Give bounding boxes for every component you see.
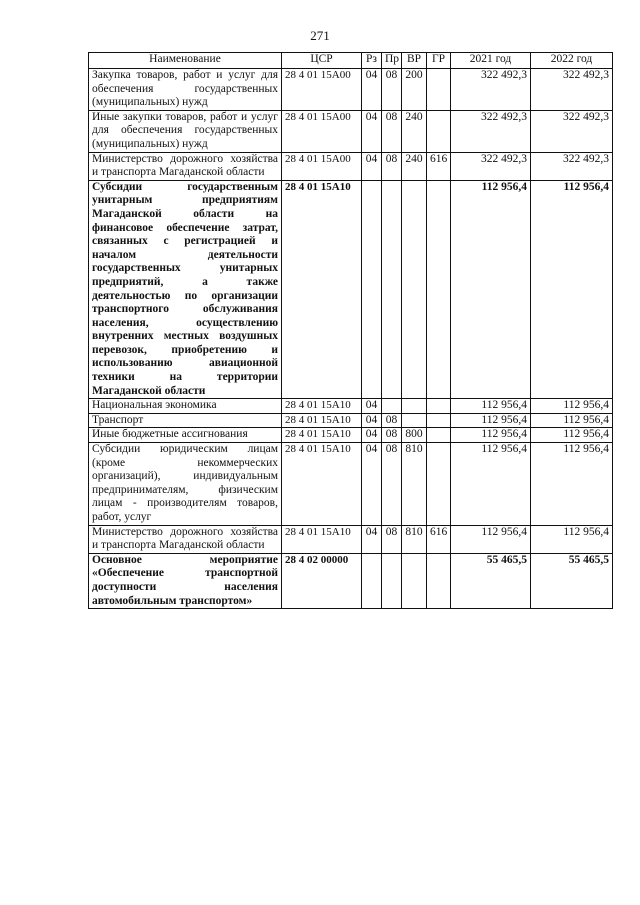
cell-rz: 04 [362,525,382,553]
cell-gr [427,399,451,414]
cell-pr: 08 [382,152,402,180]
cell-2022: 112 956,4 [531,428,613,443]
cell-2021: 112 956,4 [451,525,531,553]
cell-gr [427,110,451,152]
cell-csr: 28 4 01 15А10 [282,525,362,553]
table-row [89,69,613,111]
cell-csr: 28 4 01 15А10 [282,180,362,399]
cell-rz: 04 [362,110,382,152]
cell-pr: 08 [382,428,402,443]
cell-vr [402,553,427,608]
cell-2022: 112 956,4 [531,525,613,553]
cell-csr: 28 4 01 15А00 [282,152,362,180]
cell-csr: 28 4 01 15А10 [282,428,362,443]
cell-rz: 04 [362,399,382,414]
cell-name: Иные закупки товаров, работ и услуг для обеспечения государственных (муниципальных) нужд [89,110,282,152]
cell-csr: 28 4 01 15А00 [282,69,362,111]
cell-vr: 240 [402,152,427,180]
cell-gr [427,553,451,608]
cell-rz: 04 [362,443,382,526]
cell-2022: 55 465,5 [531,553,613,608]
table-header-row [89,53,613,69]
cell-gr: 616 [427,152,451,180]
cell-pr: 08 [382,413,402,428]
table-row [89,110,613,152]
cell-gr [427,443,451,526]
cell-gr [427,180,451,399]
cell-rz [362,553,382,608]
header-gr: ГР [427,53,451,69]
cell-2022: 112 956,4 [531,180,613,399]
cell-gr [427,413,451,428]
cell-rz: 04 [362,428,382,443]
cell-pr [382,553,402,608]
cell-2021: 112 956,4 [451,180,531,399]
table-row [89,152,613,180]
table-row [89,180,613,399]
budget-table [88,52,613,609]
table-row [89,553,613,608]
table-row [89,399,613,414]
cell-name: Субсидии юридическим лицам (кроме некоммерческих организаций), индивидуальным предпринимателям, физическим лицам - производителям товаров, работ, услуг [89,443,282,526]
cell-name: Национальная экономика [89,399,282,414]
cell-csr: 28 4 01 15А10 [282,413,362,428]
cell-2021: 112 956,4 [451,428,531,443]
cell-name: Основное мероприятие «Обеспечение транспортной доступности населения автомобильным транспортом» [89,553,282,608]
cell-name: Министерство дорожного хозяйства и транспорта Магаданской области [89,152,282,180]
cell-name: Иные бюджетные ассигнования [89,428,282,443]
cell-2022: 322 492,3 [531,69,613,111]
table-row [89,428,613,443]
cell-vr [402,399,427,414]
cell-2022: 112 956,4 [531,443,613,526]
header-2021: 2021 год [451,53,531,69]
cell-vr: 810 [402,443,427,526]
header-csr: ЦСР [282,53,362,69]
cell-rz: 04 [362,69,382,111]
cell-gr [427,69,451,111]
cell-pr: 08 [382,110,402,152]
cell-pr [382,180,402,399]
cell-rz: 04 [362,413,382,428]
cell-2022: 322 492,3 [531,110,613,152]
cell-csr: 28 4 02 00000 [282,553,362,608]
cell-vr [402,413,427,428]
cell-name: Транспорт [89,413,282,428]
cell-2021: 55 465,5 [451,553,531,608]
cell-csr: 28 4 01 15А10 [282,443,362,526]
cell-vr: 810 [402,525,427,553]
cell-2022: 112 956,4 [531,399,613,414]
cell-pr: 08 [382,443,402,526]
table-row [89,413,613,428]
header-rz: Рз [362,53,382,69]
header-2022: 2022 год [531,53,613,69]
cell-2021: 322 492,3 [451,110,531,152]
cell-rz: 04 [362,152,382,180]
cell-csr: 28 4 01 15А00 [282,110,362,152]
cell-rz [362,180,382,399]
cell-gr [427,428,451,443]
cell-gr: 616 [427,525,451,553]
cell-csr: 28 4 01 15А10 [282,399,362,414]
cell-name: Министерство дорожного хозяйства и транспорта Магаданской области [89,525,282,553]
cell-name: Субсидии государственным унитарным предприятиям Магаданской области на финансовое обеспечение затрат, связанных с регистрацией и началом деятельности государственных унитарных предприятий, а также деятельностью по организации транспортного обслуживания населения, осуществлению внутренних местных воздушных перевозок, приобретению и использованию авиационной техники на территории Магаданской области [89,180,282,399]
cell-vr: 800 [402,428,427,443]
table-row [89,525,613,553]
header-name: Наименование [89,53,282,69]
cell-pr: 08 [382,525,402,553]
cell-2022: 322 492,3 [531,152,613,180]
cell-2021: 322 492,3 [451,69,531,111]
cell-2021: 112 956,4 [451,413,531,428]
header-pr: Пр [382,53,402,69]
cell-vr [402,180,427,399]
cell-pr [382,399,402,414]
cell-2021: 112 956,4 [451,399,531,414]
cell-name: Закупка товаров, работ и услуг для обеспечения государственных (муниципальных) нужд [89,69,282,111]
cell-2021: 112 956,4 [451,443,531,526]
table-body [89,69,613,609]
cell-pr: 08 [382,69,402,111]
table-row [89,443,613,526]
cell-vr: 240 [402,110,427,152]
page-number: 271 [310,28,330,43]
cell-2021: 322 492,3 [451,152,531,180]
header-vr: ВР [402,53,427,69]
cell-2022: 112 956,4 [531,413,613,428]
cell-vr: 200 [402,69,427,111]
